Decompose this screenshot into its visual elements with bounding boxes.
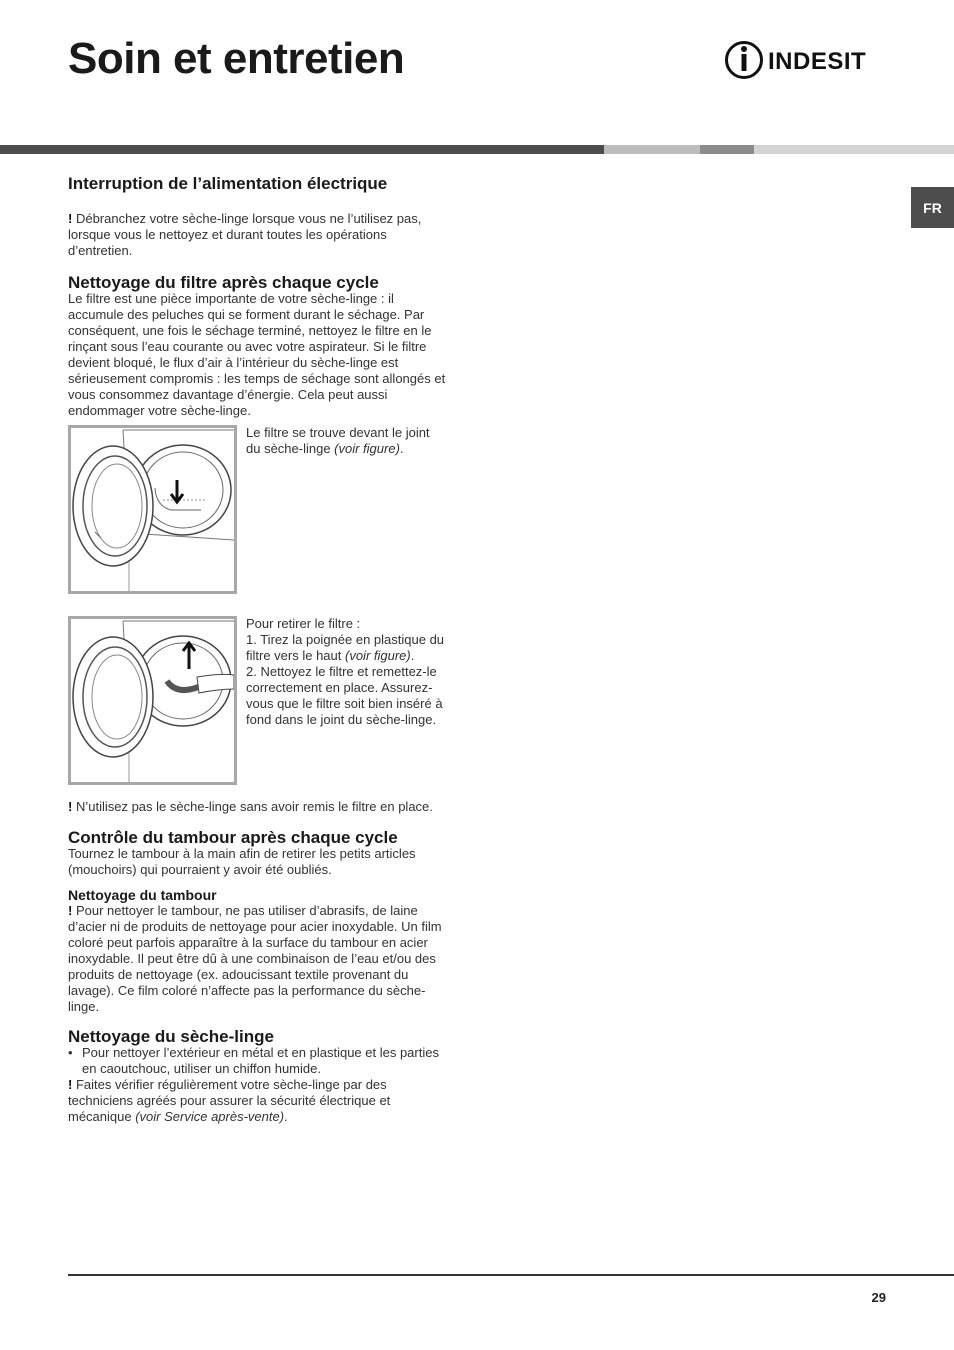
- warning-mark: !: [68, 211, 73, 226]
- drum-paragraph: Tournez le tambour à la main afin de retirer les petits articles (mouchoirs) qui pourraient y avoir été oubliés.: [68, 846, 416, 877]
- header-bar-light-1: [604, 145, 700, 154]
- section-heading-drum: Contrôle du tambour après chaque cycle: [68, 828, 398, 847]
- filter-removal-step-2: 2. Nettoyez le filtre et remettez-le correctement en place. Assurez-vous que le filtre soit bien inséré à fond dans le joint du sèche-linge.: [246, 664, 443, 727]
- language-tab: FR: [911, 187, 954, 228]
- list-item: • Pour nettoyer l’extérieur en métal et en plastique et les parties en caoutchouc, utiliser un chiffon humide.: [68, 1045, 446, 1077]
- filter-paragraph: Le filtre est une pièce importante de votre sèche-linge : il accumule des peluches qui se forment durant le séchage. Par conséquent, une fois le séchage terminé, nettoyez le filtre en le rinçant sous l’eau courante ou avec votre aspirateur. Si le filtre devient bloqué, le flux d’air à l’intérieur du sèche-linge est sérieusement compromis : les temps de séchage sont allongés et vous consommez davantage d’énergie. Cela peut aussi endommager votre sèche-linge.: [68, 291, 446, 418]
- dryer-service-paragraph: ! Faites vérifier régulièrement votre sèche-linge par des techniciens agréés pour assurer la sécurité électrique et mécanique (voir Service après-vente).: [68, 1077, 391, 1124]
- dryer-cleaning-list: [68, 1045, 446, 1077]
- page-number: 29: [871, 1290, 886, 1305]
- section-heading-dryer: Nettoyage du sèche-linge: [68, 1027, 274, 1046]
- figure-1-caption: Le filtre se trouve devant le joint du sèche-linge (voir figure).: [246, 425, 430, 456]
- footer-divider: [68, 1274, 954, 1276]
- header-bar-light-2: [754, 145, 954, 154]
- brand-name: INDESIT: [768, 48, 867, 75]
- section-heading-filter: Nettoyage du filtre après chaque cycle: [68, 273, 379, 292]
- drum-cleaning-paragraph: ! Pour nettoyer le tambour, ne pas utiliser d’abrasifs, de laine d’acier ni de produits de nettoyage pour acier inoxydable. Un film coloré peut parfois apparaître à la surface du tambour en acier inoxydable. Il peut être dû à une combinaison de l’eau et/ou des produits de nettoyage (ex. adoucissant textile provenant du lavage). Ce film coloré n’affecte pas la performance du sèche-linge.: [68, 903, 442, 1014]
- filter-removal-step-1: 1. Tirez la poignée en plastique du filtre vers le haut (voir figure).: [246, 632, 445, 663]
- section-heading-power: Interruption de l’alimentation électrique: [68, 174, 388, 193]
- warning-mark: !: [68, 903, 73, 918]
- warning-mark: !: [68, 1077, 73, 1092]
- figure-2-caption: [246, 616, 446, 728]
- header-bar-mid: [700, 145, 754, 154]
- indesit-logo: [724, 38, 894, 87]
- filter-removal-figure: [68, 616, 237, 785]
- page-title: Soin et entretien: [68, 34, 405, 83]
- filter-removal-intro: Pour retirer le filtre :: [246, 616, 361, 631]
- header-bar-dark: [0, 145, 604, 154]
- sub-heading-drum-cleaning: Nettoyage du tambour: [68, 887, 217, 903]
- filter-warning: ! N’utilisez pas le sèche-linge sans avoir remis le filtre en place.: [68, 799, 433, 814]
- figure-row-2: [68, 616, 446, 784]
- dryer-door-open-figure: [68, 425, 237, 594]
- figure-row-1: [68, 425, 446, 593]
- power-paragraph: ! Débranchez votre sèche-linge lorsque vous ne l’utilisez pas, lorsque vous le nettoyez et durant toutes les opérations d’entretien.: [68, 211, 422, 258]
- content-column: [68, 173, 446, 1125]
- warning-mark: !: [68, 799, 73, 814]
